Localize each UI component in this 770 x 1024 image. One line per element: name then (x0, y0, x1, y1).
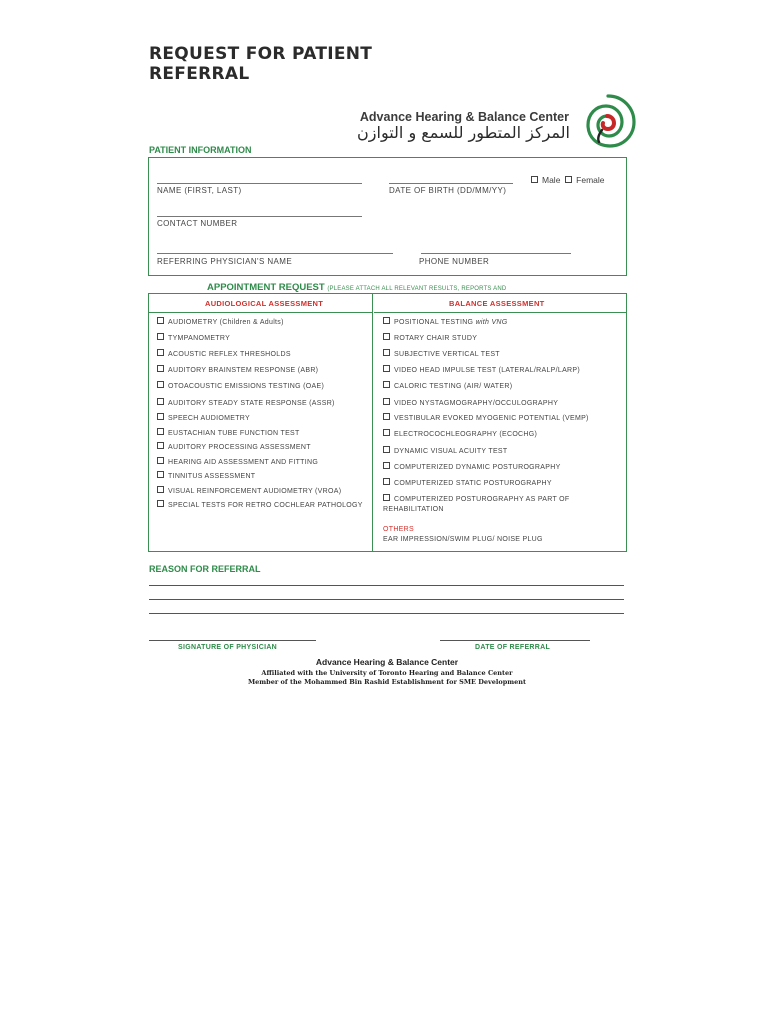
balance-item-label: ROTARY CHAIR STUDY (394, 335, 478, 342)
audio-item-label: HEARING AID ASSESSMENT AND FITTING (168, 459, 319, 466)
male-checkbox[interactable] (531, 176, 538, 183)
others-text: EAR IMPRESSION/SWIM PLUG/ NOISE PLUG (383, 536, 543, 543)
phone-label: PHONE NUMBER (419, 257, 490, 266)
reason-line-3[interactable] (149, 613, 624, 614)
checkbox[interactable] (157, 398, 164, 405)
audio-item[interactable] (157, 428, 300, 439)
physician-signature-line[interactable] (149, 640, 316, 641)
checkbox[interactable] (157, 471, 164, 478)
balance-item[interactable] (383, 478, 552, 489)
signature-of-physician-label: SIGNATURE OF PHYSICIAN (178, 644, 278, 651)
balance-item[interactable] (383, 365, 580, 376)
checkbox[interactable] (383, 413, 390, 420)
footer-membership: Member of the Mohammed Bin Rashid Establishment for SME Development (247, 678, 527, 686)
spiral-logo-icon (577, 90, 639, 152)
balance-item[interactable] (383, 462, 561, 473)
checkbox[interactable] (157, 486, 164, 493)
checkbox[interactable] (157, 442, 164, 449)
checkbox[interactable] (383, 429, 390, 436)
audio-item-label: AUDITORY PROCESSING ASSESSMENT (168, 444, 311, 451)
audio-item[interactable] (157, 398, 335, 409)
balance-item[interactable] (383, 333, 477, 344)
sex-options (531, 175, 605, 185)
audio-item-label: SPECIAL TESTS FOR RETRO COCHLEAR PATHOLOGY (168, 502, 363, 509)
appointment-request-title: APPOINTMENT REQUEST (207, 282, 325, 293)
checkbox[interactable] (383, 333, 390, 340)
audio-item[interactable] (157, 349, 291, 360)
balance-item-label-continued: REHABILITATION (383, 506, 444, 513)
balance-item-label: COMPUTERIZED POSTUROGRAPHY AS PART OF (394, 496, 570, 503)
balance-item-suffix: with VNG (475, 319, 508, 326)
audio-item-label: TINNITUS ASSESSMENT (168, 473, 256, 480)
audio-item[interactable] (157, 365, 318, 376)
appointment-request-note: (PLEASE ATTACH ALL RELEVANT RESULTS, REPORTS AND (327, 286, 507, 292)
audio-item[interactable] (157, 413, 250, 424)
audiological-assessment-heading: AUDIOLOGICAL ASSESSMENT (205, 299, 324, 308)
checkbox[interactable] (157, 381, 164, 388)
audio-item[interactable] (157, 442, 311, 453)
audio-header-underline (149, 312, 372, 313)
audio-item-label: ACOUSTIC REFLEX THRESHOLDS (168, 351, 291, 358)
balance-item-label: DYNAMIC VISUAL ACUITY TEST (394, 448, 508, 455)
checkbox[interactable] (383, 494, 390, 501)
audio-item[interactable] (157, 457, 318, 468)
dob-input-line[interactable] (389, 183, 513, 184)
male-label: Male (542, 175, 561, 185)
checkbox[interactable] (383, 317, 390, 324)
brand-name-arabic: المركز المتطور للسمع و التوازن (357, 123, 570, 142)
audio-item-label: OTOACOUSTIC EMISSIONS TESTING (OAE) (168, 383, 325, 390)
balance-item-label: SUBJECTIVE VERTICAL TEST (394, 351, 500, 358)
title-line-1: REQUEST FOR PATIENT (149, 44, 373, 64)
checkbox[interactable] (157, 413, 164, 420)
balance-item[interactable] (383, 317, 508, 328)
patient-information-label: PATIENT INFORMATION (149, 145, 252, 155)
audio-item-label: AUDIOMETRY (Children & Adults) (168, 319, 284, 326)
contact-input-line[interactable] (157, 216, 362, 217)
name-input-line[interactable] (157, 183, 362, 184)
checkbox[interactable] (157, 365, 164, 372)
audio-item[interactable] (157, 500, 363, 511)
audio-item-label: EUSTACHIAN TUBE FUNCTION TEST (168, 430, 300, 437)
balance-item[interactable] (383, 398, 558, 409)
checkbox[interactable] (383, 462, 390, 469)
brand-name-english: Advance Hearing & Balance Center (359, 110, 569, 124)
name-label: NAME (FIRST, LAST) (157, 186, 242, 195)
balance-assessment-heading: BALANCE ASSESSMENT (449, 299, 545, 308)
audio-item[interactable] (157, 486, 341, 497)
dob-label: DATE OF BIRTH (DD/MM/YY) (389, 186, 507, 195)
balance-item[interactable] (383, 349, 500, 360)
balance-item[interactable] (383, 494, 570, 515)
checkbox[interactable] (383, 349, 390, 356)
balance-item-label: VESTIBULAR EVOKED MYOGENIC POTENTIAL (VEMP) (394, 415, 589, 422)
balance-item[interactable] (383, 429, 537, 440)
physician-label: REFERRING PHYSICIAN'S NAME (157, 257, 293, 266)
contact-label: CONTACT NUMBER (157, 219, 238, 228)
checkbox[interactable] (383, 365, 390, 372)
checkbox[interactable] (157, 457, 164, 464)
audio-item-label: AUDITORY BRAINSTEM RESPONSE (ABR) (168, 367, 319, 374)
audio-item-label: AUDITORY STEADY STATE RESPONSE (ASSR) (168, 400, 335, 407)
audio-item[interactable] (157, 317, 284, 328)
checkbox[interactable] (157, 333, 164, 340)
balance-item-label: COMPUTERIZED DYNAMIC POSTUROGRAPHY (394, 464, 561, 471)
physician-input-line[interactable] (157, 253, 393, 254)
reason-for-referral-label: REASON FOR REFERRAL (149, 564, 261, 574)
balance-header-underline (374, 312, 626, 313)
audio-item-label: TYMPANOMETRY (168, 335, 231, 342)
audio-item[interactable] (157, 471, 255, 482)
reason-line-1[interactable] (149, 585, 624, 586)
audio-item-label: SPEECH AUDIOMETRY (168, 415, 250, 422)
female-label: Female (576, 175, 605, 185)
balance-item[interactable] (383, 381, 512, 392)
checkbox[interactable] (157, 349, 164, 356)
page-title (149, 44, 449, 84)
balance-item-label: COMPUTERIZED STATIC POSTUROGRAPHY (394, 480, 552, 487)
checkbox[interactable] (383, 398, 390, 405)
footer-affiliation: Affiliated with the University of Toronto Hearing and Balance Center (261, 669, 513, 677)
balance-item[interactable] (383, 446, 507, 457)
female-checkbox[interactable] (565, 176, 572, 183)
audio-item[interactable] (157, 381, 324, 392)
checkbox[interactable] (157, 317, 164, 324)
balance-item-label: VIDEO NYSTAGMOGRAPHY/OCCULOGRAPHY (394, 400, 559, 407)
audio-item-label: VISUAL REINFORCEMENT AUDIOMETRY (VROA) (168, 488, 342, 495)
date-of-referral-label: DATE OF REFERRAL (475, 644, 551, 651)
balance-item-label: CALORIC TESTING (AIR/ WATER) (394, 383, 513, 390)
audio-item[interactable] (157, 333, 230, 344)
others-label: OTHERS (383, 526, 414, 533)
balance-item-label: ELECTROCOCHLEOGRAPHY (ECOCHG) (394, 431, 538, 438)
checkbox[interactable] (383, 478, 390, 485)
balance-item-label: POSITIONAL TESTING (394, 319, 474, 326)
balance-item-label: VIDEO HEAD IMPULSE TEST (LATERAL/RALP/LARP) (394, 367, 581, 374)
checkbox[interactable] (383, 446, 390, 453)
column-divider (372, 293, 373, 551)
title-line-2: REFERRAL (149, 64, 250, 84)
appointment-request-heading (207, 282, 506, 293)
reason-line-2[interactable] (149, 599, 624, 600)
referral-date-line[interactable] (440, 640, 590, 641)
checkbox[interactable] (157, 500, 164, 507)
balance-item[interactable] (383, 413, 589, 424)
footer-center-name: Advance Hearing & Balance Center (315, 657, 459, 667)
checkbox[interactable] (157, 428, 164, 435)
phone-input-line[interactable] (421, 253, 571, 254)
checkbox[interactable] (383, 381, 390, 388)
